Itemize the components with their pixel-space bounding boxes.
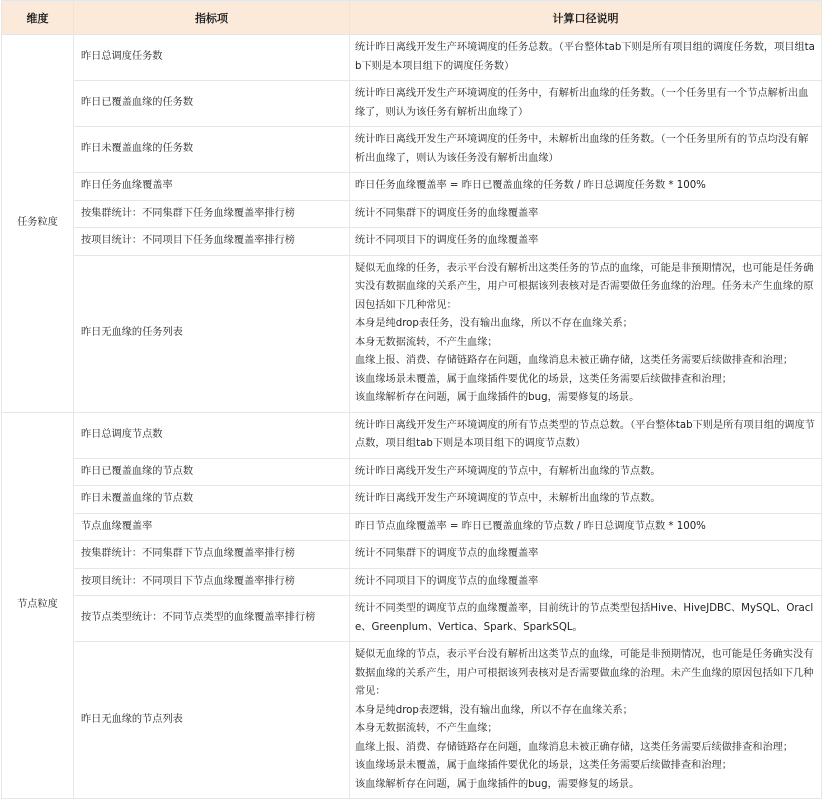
dimension-cell: 节点粒度 <box>2 412 74 799</box>
metric-cell: 按集群统计：不同集群下任务血缘覆盖率排行榜 <box>74 200 350 228</box>
description-line: 昨日节点血缘覆盖率 = 昨日已覆盖血缘的节点数 / 昨日总调度节点数 * 100% <box>355 520 706 532</box>
table-row <box>2 486 822 514</box>
description-cell <box>350 35 822 81</box>
description-cell <box>350 200 822 228</box>
table-body <box>2 35 822 799</box>
description-cell <box>350 642 822 799</box>
table-row <box>2 541 822 569</box>
description-line: 统计不同类型的调度节点的血缘覆盖率，目前统计的节点类型包括Hive、HiveJDBC、MySQL、Oracle、Greenplum、Vertica、Spark、SparkSQL。 <box>355 603 814 633</box>
table-row <box>2 127 822 173</box>
description-cell <box>350 486 822 514</box>
description-line: 本身无数据流转，不产生血缘； <box>355 723 498 734</box>
description-line: 统计不同集群下的调度节点的血缘覆盖率 <box>355 548 539 559</box>
header-dimension: 维度 <box>2 1 74 35</box>
description-line: 统计昨日离线开发生产环境调度的所有节点类型的节点总数。（平台整体tab下则是所有项目组的调度节点数，项目组tab下则是本项目组下的调度节点数） <box>355 419 815 449</box>
table-row <box>2 642 822 799</box>
description-line: 统计昨日离线开发生产环境调度的节点中，未解析出血缘的节点数。 <box>355 493 661 504</box>
metric-cell: 昨日无血缘的任务列表 <box>74 255 350 412</box>
header-row <box>2 1 822 35</box>
description-line: 该血缘解析存在问题，属于血缘插件的bug，需要修复的场景。 <box>355 778 640 790</box>
description-line: 本身是纯drop表任务，没有输出血缘，所以不存在血缘关系； <box>355 318 633 329</box>
table-row <box>2 228 822 256</box>
metric-cell: 昨日总调度任务数 <box>74 35 350 81</box>
description-line: 血缘上报、消费、存储链路存在问题，血缘消息未被正确存储，这类任务需要后续做排查和治理； <box>355 741 794 753</box>
header-metric: 指标项 <box>74 1 350 35</box>
metric-cell: 昨日未覆盖血缘的节点数 <box>74 486 350 514</box>
description-line: 疑似无血缘的任务，表示平台没有解析出这类任务的节点的血缘，可能是非预期情况，也可能是任务确实没有数据血缘的关系产生，用户可根据该列表核对是否需要做任务血缘的治理。任务未产生血缘的原因包括如下几种常见： <box>355 262 814 311</box>
description-line: 统计昨日离线开发生产环境调度的任务中，未解析出血缘的任务数。（一个任务里所有的节点均没有解析出血缘了，则认为该任务没有解析出血缘） <box>355 134 809 164</box>
table-row <box>2 568 822 596</box>
header-description: 计算口径说明 <box>350 1 822 35</box>
description-line: 疑似无血缘的节点，表示平台没有解析出这类节点的血缘，可能是非预期情况，也可能是任务确实没有数据血缘的关系产生，用户可根据该列表核对是否需要做血缘的治理。未产生血缘的原因包括如下几种常见： <box>355 649 814 697</box>
metric-cell: 按项目统计：不同项目下任务血缘覆盖率排行榜 <box>74 228 350 256</box>
description-line: 本身无数据流转，不产生血缘； <box>355 336 498 348</box>
dimension-cell: 任务粒度 <box>2 35 74 413</box>
description-cell <box>350 228 822 256</box>
description-line: 该血缘场景未覆盖，属于血缘插件要优化的场景，这类任务需要后续做排查和治理； <box>355 373 732 385</box>
metric-cell: 按节点类型统计：不同节点类型的血缘覆盖率排行榜 <box>74 596 350 642</box>
description-line: 血缘上报、消费、存储链路存在问题，血缘消息未被正确存储，这类任务需要后续做排查和治理； <box>355 355 794 366</box>
metric-cell: 节点血缘覆盖率 <box>74 513 350 541</box>
table-row <box>2 200 822 228</box>
description-line: 统计昨日离线开发生产环境调度的任务总数。（平台整体tab下则是所有项目组的调度任务数，项目组tab下则是本项目组下的调度任务数） <box>355 42 815 72</box>
description-cell <box>350 127 822 173</box>
metrics-table <box>1 0 822 799</box>
table-row <box>2 255 822 412</box>
description-cell <box>350 513 822 541</box>
table-row <box>2 513 822 541</box>
metric-cell: 按集群统计：不同集群下节点血缘覆盖率排行榜 <box>74 541 350 569</box>
description-line: 昨日任务血缘覆盖率 = 昨日已覆盖血缘的任务数 / 昨日总调度任务数 * 100% <box>355 180 706 191</box>
description-cell <box>350 568 822 596</box>
metric-cell: 昨日总调度节点数 <box>74 412 350 458</box>
table-row <box>2 458 822 486</box>
description-cell <box>350 596 822 642</box>
description-line: 统计不同集群下的调度任务的血缘覆盖率 <box>355 207 539 219</box>
metric-cell: 昨日任务血缘覆盖率 <box>74 173 350 201</box>
description-cell <box>350 541 822 569</box>
description-line: 该血缘场景未覆盖，属于血缘插件要优化的场景，这类任务需要后续做排查和治理； <box>355 760 732 771</box>
table-row <box>2 81 822 127</box>
description-line: 统计昨日离线开发生产环境调度的节点中，有解析出血缘的节点数。 <box>355 465 661 477</box>
description-cell <box>350 81 822 127</box>
description-cell <box>350 255 822 412</box>
table-row <box>2 412 822 458</box>
description-cell <box>350 458 822 486</box>
description-cell <box>350 173 822 201</box>
metric-cell: 昨日未覆盖血缘的任务数 <box>74 127 350 173</box>
description-line: 统计昨日离线开发生产环境调度的任务中，有解析出血缘的任务数。（一个任务里有一个节点解析出血缘了，则认为该任务有解析出血缘了） <box>355 88 809 118</box>
table-row <box>2 173 822 201</box>
metric-cell: 昨日已覆盖血缘的节点数 <box>74 458 350 486</box>
table-row <box>2 35 822 81</box>
description-line: 该血缘解析存在问题，属于血缘插件的bug，需要修复的场景。 <box>355 392 640 403</box>
description-cell <box>350 412 822 458</box>
metric-cell: 昨日无血缘的节点列表 <box>74 642 350 799</box>
table-row <box>2 596 822 642</box>
metric-cell: 昨日已覆盖血缘的任务数 <box>74 81 350 127</box>
description-line: 统计不同项目下的调度任务的血缘覆盖率 <box>355 235 539 246</box>
description-line: 本身是纯drop表逻辑，没有输出血缘，所以不存在血缘关系； <box>355 704 633 716</box>
description-line: 统计不同项目下的调度节点的血缘覆盖率 <box>355 575 539 587</box>
metric-cell: 按项目统计：不同项目下节点血缘覆盖率排行榜 <box>74 568 350 596</box>
